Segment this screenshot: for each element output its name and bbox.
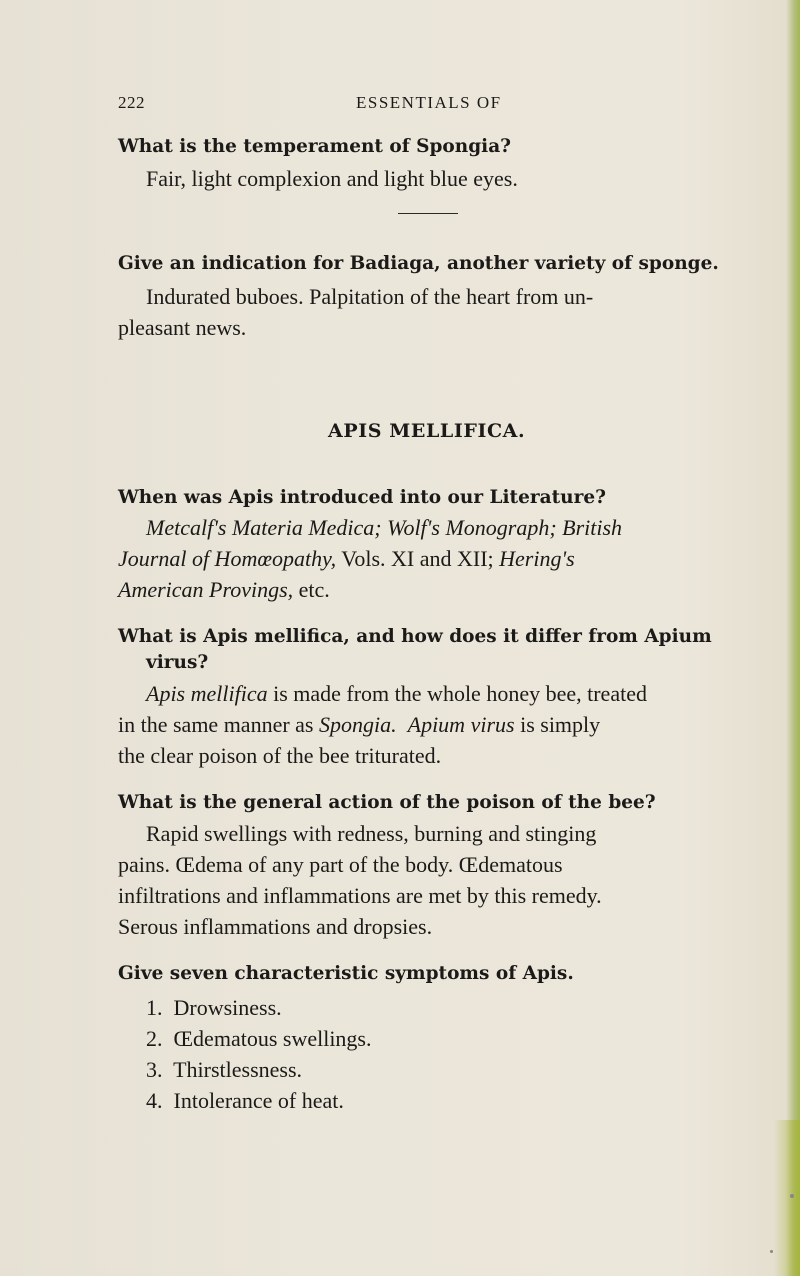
question-bee-poison-action: What is the general action of the poison of the bee? (118, 792, 656, 813)
answer-text: is simply (520, 712, 601, 737)
question-apis-vs-apium-cont: virus? (146, 652, 209, 673)
question-apis-vs-apium: What is Apis mellifica, and how does it differ from Apium (118, 626, 712, 647)
list-text: Thirstlessness. (173, 1057, 303, 1082)
term-spongia: Spongia. (319, 712, 397, 737)
list-item (146, 1057, 302, 1083)
answer-bee-poison-line: Rapid swellings with redness, burning and stinging (146, 821, 597, 846)
answer-apis-vs-apium-line (118, 709, 600, 740)
section-title: APIS MELLIFICA. (328, 420, 526, 442)
citation-etc: etc. (298, 577, 330, 602)
list-item (146, 1088, 344, 1114)
answer-badiaga-line: Indurated buboes. Palpitation of the heart from un- (146, 284, 594, 309)
answer-text: is made from the whole honey bee, treated (273, 681, 647, 706)
paper-speck (770, 1250, 773, 1253)
list-number: 3. (146, 1057, 163, 1082)
citation-journal: Journal of Homœopathy, (118, 546, 337, 571)
answer-badiaga-line: pleasant news. (118, 315, 247, 340)
page-edge-shadow (786, 0, 800, 1276)
question-badiaga: Give an indication for Badiaga, another variety of sponge. (118, 253, 719, 274)
question-spongia-temperament: What is the temperament of Spongia? (118, 136, 512, 157)
term-apis-mellifica: Apis mellifica (146, 681, 268, 706)
list-text: Intolerance of heat. (173, 1088, 344, 1113)
list-text: Drowsiness. (173, 995, 282, 1020)
answer-bee-poison-line: pains. Œdema of any part of the body. Œdematous (118, 852, 563, 877)
running-title: ESSENTIALS OF (356, 93, 502, 112)
list-item (146, 995, 282, 1021)
question-apis-literature: When was Apis introduced into our Literature? (118, 487, 606, 508)
question-apis-symptoms: Give seven characteristic symptoms of Apis. (118, 963, 574, 984)
citation-wolf: Wolf's Monograph; (387, 515, 557, 540)
citation-american-provings: American Provings, (118, 577, 294, 602)
citation-hering: Hering's (499, 546, 575, 571)
answer-apis-literature-line (118, 574, 330, 605)
running-header (118, 93, 758, 117)
citation-british: British (562, 515, 623, 540)
term-apium-virus: Apium virus (407, 712, 515, 737)
page-number: 222 (118, 93, 145, 112)
answer-spongia-temperament: Fair, light complexion and light blue eyes. (146, 166, 518, 191)
list-number: 1. (146, 995, 163, 1020)
answer-apis-vs-apium-line (146, 678, 647, 709)
list-text: Œdematous swellings. (173, 1026, 372, 1051)
citation-volumes: Vols. XI and XII; (341, 546, 494, 571)
page-edge-shadow-bottom (774, 1120, 800, 1276)
answer-text: in the same manner as (118, 712, 314, 737)
citation-metcalf: Metcalf's Materia Medica; (146, 515, 382, 540)
answer-apis-literature-line (118, 543, 575, 574)
answer-bee-poison-line: Serous inflammations and dropsies. (118, 914, 433, 939)
answer-apis-vs-apium-line: the clear poison of the bee triturated. (118, 743, 442, 768)
answer-bee-poison-line: infiltrations and inflammations are met by this remedy. (118, 883, 602, 908)
answer-apis-literature-line (146, 512, 622, 543)
list-number: 2. (146, 1026, 163, 1051)
list-number: 4. (146, 1088, 163, 1113)
list-item (146, 1026, 372, 1052)
paper-speck (790, 1194, 794, 1198)
section-divider (398, 213, 458, 214)
